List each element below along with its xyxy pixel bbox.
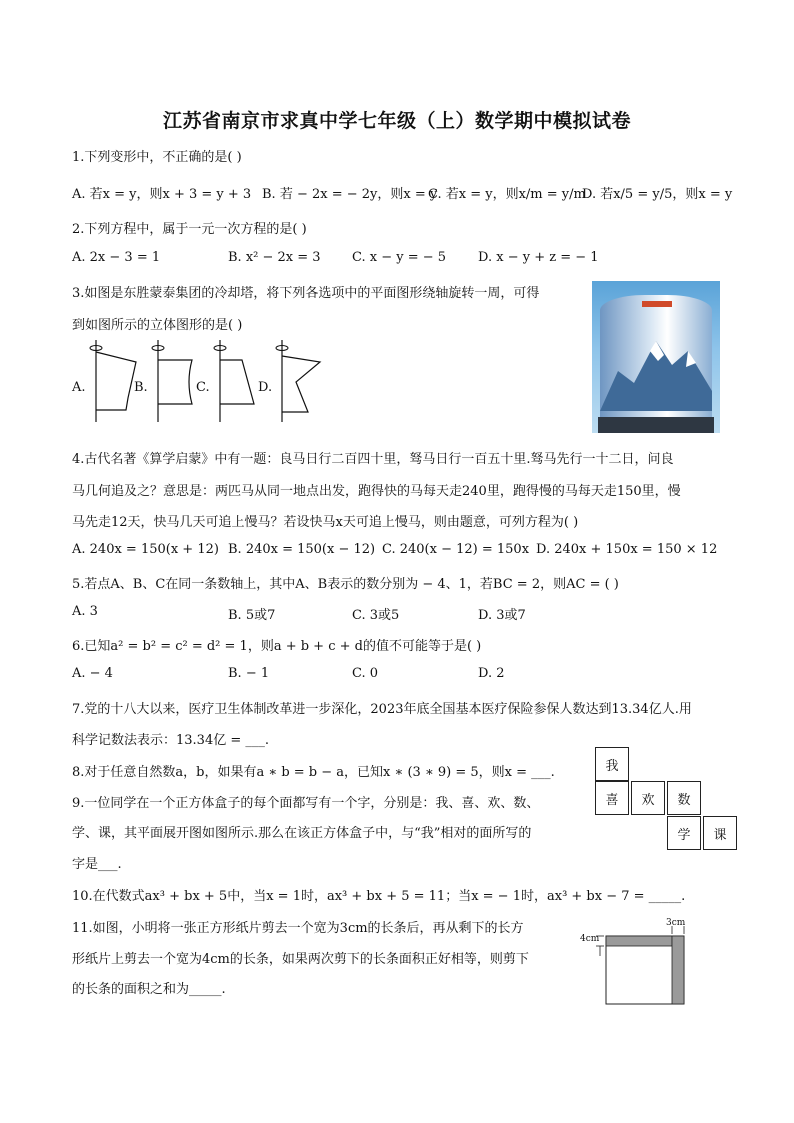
q11-line3: 的长条的面积之和为_____. <box>72 982 226 997</box>
q11-label-4cm: 4cm <box>580 934 600 944</box>
q8-line: 8.对于任意自然数a，b，如果有a ∗ b = b − a，已知x ∗ (3 ∗ 9) = 5，则x = ___. <box>72 765 555 780</box>
q1-option-c: C. 若x = y，则x/m = y/m <box>428 187 586 202</box>
q7-line2: 科学记数法表示：13.34亿 = ___. <box>72 733 270 748</box>
q9-line2: 学、课，其平面展开图如图所示.那么在该正方体盒子中，与“我”相对的面所写的 <box>72 826 532 841</box>
q6-option-b: B. − 1 <box>228 666 270 681</box>
q3-shape-d <box>276 340 320 422</box>
q1-option-a: A. 若x = y，则x + 3 = y + 3 <box>72 187 252 202</box>
q4-option-a: A. 240x = 150(x + 12) <box>72 542 219 557</box>
q3-shape-b <box>152 340 192 422</box>
q2-stem: 2.下列方程中，属于一元一次方程的是( ) <box>72 222 307 237</box>
q1-stem: 1.下列变形中，不正确的是( ) <box>72 150 242 165</box>
q10-line: 10.在代数式ax³ + bx + 5中，当x = 1时，ax³ + bx + 5 = 11；当x = − 1时，ax³ + bx − 7 = _____. <box>72 889 686 904</box>
q5-option-b: B. 5或7 <box>228 608 276 623</box>
tower-logo <box>642 301 672 307</box>
q5-option-c: C. 3或5 <box>352 608 400 623</box>
q3-stem-line2: 到如图所示的立体图形的是( ) <box>72 318 243 333</box>
q4-option-d: D. 240x + 150x = 150 × 12 <box>536 542 718 557</box>
q1-option-d: D. 若x/5 = y/5，则x = y <box>582 187 733 202</box>
q6-option-d: D. 2 <box>478 666 505 681</box>
q6-option-c: C. 0 <box>352 666 379 681</box>
q6-option-a: A. − 4 <box>72 666 113 681</box>
q3-label-a: A. <box>72 380 86 395</box>
q11-line1: 11.如图，小明将一张正方形纸片剪去一个宽为3cm的长条后，再从剩下的长方 <box>72 921 524 936</box>
q5-stem: 5.若点A、B、C在同一条数轴上，其中A、B表示的数分别为 − 4、1，若BC = 2，则AC = ( ) <box>72 577 619 592</box>
q7-line1: 7.党的十八大以来，医疗卫生体制改革进一步深化，2023年底全国基本医疗保险参保人数达到13.34亿人.用 <box>72 702 692 717</box>
tower-base <box>598 417 714 433</box>
mountain-mural <box>600 321 712 411</box>
q4-option-b: B. 240x = 150(x − 12) <box>228 542 376 557</box>
q3-label-b: B. <box>134 380 148 395</box>
q6-stem: 6.已知a² = b² = c² = d² = 1，则a + b + c + d的值不可能等于是( ) <box>72 639 482 654</box>
cooling-tower-photo <box>592 281 720 433</box>
q2-option-a: A. 2x − 3 = 1 <box>72 250 161 265</box>
q4-line3: 马先走12天，快马几天可追上慢马？若设快马x天可追上慢马，则由题意，可列方程为( ) <box>72 515 579 530</box>
q9-line1: 9.一位同学在一个正方体盒子的每个面都写有一个字，分别是：我、喜、欢、数、 <box>72 796 540 811</box>
q4-line1: 4.古代名著《算学启蒙》中有一题：良马日行二百四十里，驽马日行一百五十里.驽马先行一十二日，问良 <box>72 452 674 467</box>
q3-label-c: C. <box>196 380 210 395</box>
paper-cut-figure <box>580 916 700 1008</box>
q3-stem-line1: 3.如图是东胜蒙泰集团的冷却塔，将下列各选项中的平面图形绕轴旋转一周，可得 <box>72 286 540 301</box>
q1-option-b: B. 若 − 2x = − 2y，则x = y <box>262 187 438 202</box>
q5-option-a: A. 3 <box>72 604 98 619</box>
q5-option-d: D. 3或7 <box>478 608 526 623</box>
net-cell-xi: 喜 <box>595 781 629 815</box>
q2-option-d: D. x − y + z = − 1 <box>478 250 599 265</box>
net-cell-wo: 我 <box>595 747 629 781</box>
net-cell-shu: 数 <box>667 781 701 815</box>
q3-shape-c <box>214 340 254 422</box>
q3-shape-a <box>90 340 136 422</box>
q2-option-b: B. x² − 2x = 3 <box>228 250 321 265</box>
q3-label-d: D. <box>258 380 273 395</box>
q11-line2: 形纸片上剪去一个宽为4cm的长条，如果两次剪下的长条面积正好相等，则剪下 <box>72 952 529 967</box>
net-cell-xue: 学 <box>667 816 701 850</box>
net-cell-huan: 欢 <box>631 781 665 815</box>
q9-line3: 字是___. <box>72 857 122 872</box>
q11-label-3cm: 3cm <box>666 918 686 928</box>
q2-option-c: C. x − y = − 5 <box>352 250 447 265</box>
page-title: 江苏省南京市求真中学七年级（上）数学期中模拟试卷 <box>162 110 631 132</box>
q4-option-c: C. 240(x − 12) = 150x <box>382 542 530 557</box>
net-cell-ke: 课 <box>703 816 737 850</box>
q4-line2: 马几何追及之？意思是：两匹马从同一地点出发，跑得快的马每天走240里，跑得慢的马每天走150里，慢 <box>72 484 681 499</box>
